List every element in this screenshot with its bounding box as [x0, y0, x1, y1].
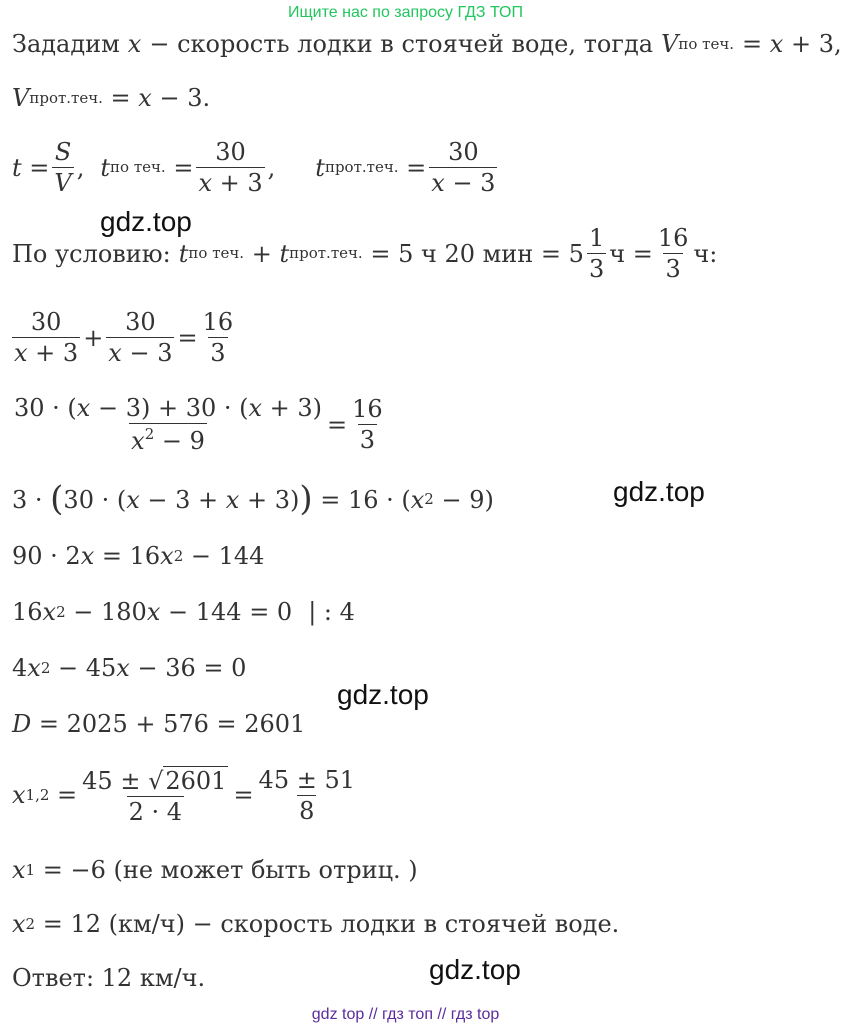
- solution-line-4: По условию: t по теч. + t прот.теч. = 5 ч 20 мин = 5 $\frac{1}{3}$ ч = $\frac{16}{3}$ ч:: [12, 224, 718, 283]
- answer-line: Ответ: 12 км/ч.: [12, 964, 206, 992]
- solution-line-7: 3 · ( 30 · ( x − 3 + x + 3) ) = 16 · ( x 2 − 9): [12, 479, 494, 519]
- solution-line-13: x 1 = −6 (не может быть отриц. ): [12, 856, 418, 884]
- solution-line-1: Зададим x − скорость лодки в стоячей воде, тогда V по теч. = x + 3,: [12, 30, 842, 58]
- search-banner[interactable]: Ищите нас по запросу ГДЗ ТОП: [288, 4, 523, 21]
- solution-line-3: t = $\frac{S}{V}$ , t по теч. = $\frac{30}{x + 3}$ , t прот.теч. = $\frac{30}{x - 3}$: [12, 138, 496, 197]
- solution-line-12: x 1,2 = 45 ± √ 2601 2 · 4 = $\frac{45 \pm 51}{8}$: [12, 765, 355, 826]
- watermark: gdz.top: [337, 679, 429, 710]
- solution-line-2: V прот.теч. = x − 3.: [12, 84, 211, 112]
- solution-line-10: 4 x 2 − 45 x − 36 = 0: [12, 654, 247, 682]
- solution-line-8: 90 · 2 x = 16 x 2 − 144: [12, 542, 265, 570]
- solution-line-14: x 2 = 12 (км/ч) − скорость лодки в стоячей воде.: [12, 910, 620, 938]
- solution-line-5: $\frac{30}{x + 3}$ + $\frac{30}{x - 3}$ = $\frac{16}{3}$: [14, 308, 234, 367]
- watermark: gdz.top: [613, 476, 705, 507]
- solution-line-11: D = 2025 + 576 = 2601: [12, 710, 306, 738]
- watermark: gdz.top: [100, 206, 192, 237]
- solution-line-6: $\frac{30 \cdot (x - 3) + 30 \cdot (x + 3)}{x^2 - 9}$ = $\frac{16}{3}$: [14, 394, 383, 455]
- footer-links[interactable]: gdz top // гдз топ // гдз top: [311, 1006, 500, 1023]
- solution-line-9: 16 x 2 − 180 x − 144 = 0 | : 4: [12, 598, 355, 626]
- watermark: gdz.top: [429, 954, 521, 985]
